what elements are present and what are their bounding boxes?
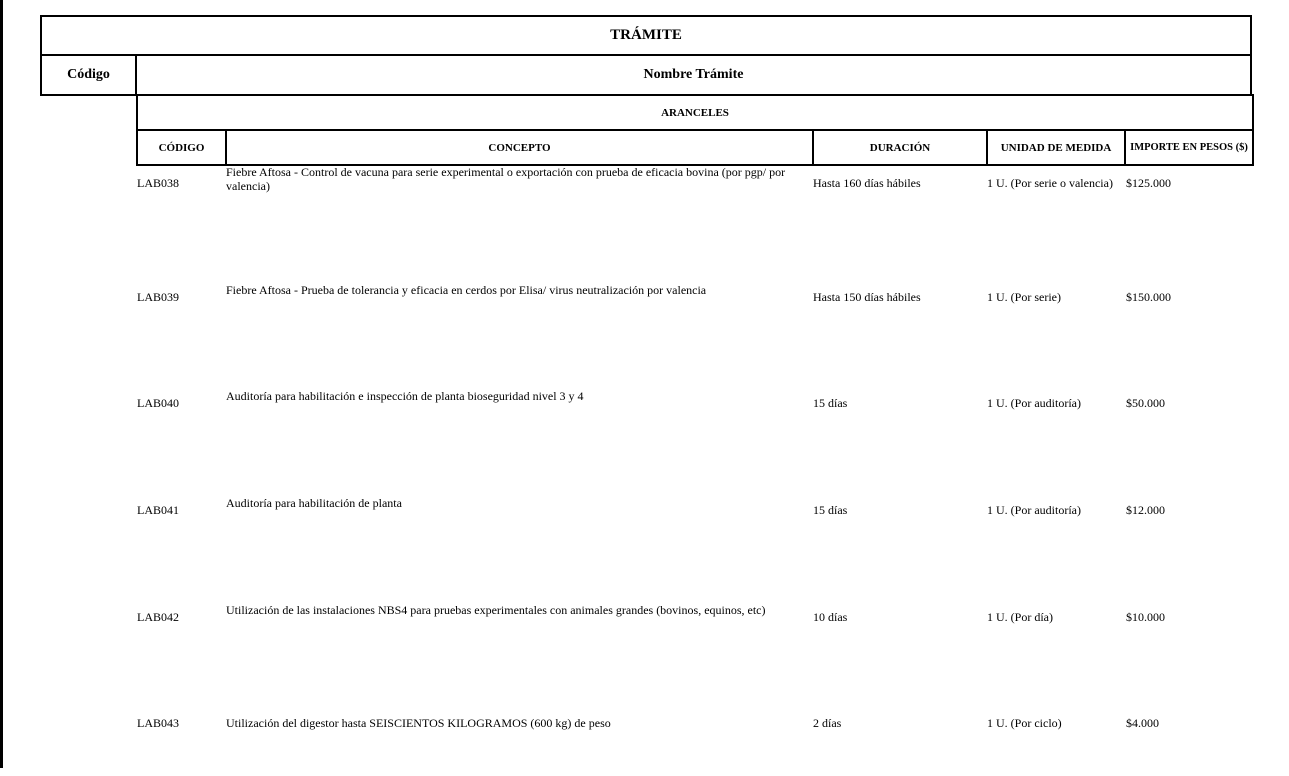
- row-importe: $4.000: [1126, 716, 1159, 730]
- table-row: [0, 165, 1289, 225]
- row-duracion: Hasta 150 días hábiles: [813, 290, 921, 304]
- row-concepto: Auditoría para habilitación de planta: [226, 496, 402, 510]
- row-concepto: Auditoría para habilitación e inspección de planta bioseguridad nivel 3 y 4: [226, 389, 584, 403]
- row-unidad: 1 U. (Por auditoría): [987, 396, 1081, 410]
- table-row: [0, 603, 1289, 663]
- row-duracion: Hasta 160 días hábiles: [813, 176, 921, 190]
- nombre-tramite-header: Nombre Trámite: [135, 54, 1252, 96]
- row-unidad: 1 U. (Por día): [987, 610, 1053, 624]
- codigo-header: Código: [40, 54, 137, 96]
- table-row: [0, 283, 1289, 343]
- column-header-concepto: CONCEPTO: [225, 129, 814, 166]
- row-unidad: 1 U. (Por serie): [987, 290, 1061, 304]
- column-header-duracion: DURACIÓN: [812, 129, 988, 166]
- row-duracion: 2 días: [813, 716, 842, 730]
- table-row: [0, 389, 1289, 449]
- row-concepto: Fiebre Aftosa - Control de vacuna para serie experimental o exportación con prueba de eficacia bovina (por pgp/ por valencia): [226, 165, 786, 193]
- row-duracion: 15 días: [813, 396, 848, 410]
- row-importe: $12.000: [1126, 503, 1165, 517]
- column-header-unidad: UNIDAD DE MEDIDA: [986, 129, 1126, 166]
- row-duracion: 10 días: [813, 610, 848, 624]
- row-codigo: LAB043: [137, 716, 179, 730]
- row-concepto: Fiebre Aftosa - Prueba de tolerancia y eficacia en cerdos por Elisa/ virus neutralización por valencia: [226, 283, 707, 297]
- row-codigo: LAB041: [137, 503, 179, 517]
- row-unidad: 1 U. (Por serie o valencia): [987, 176, 1113, 190]
- row-concepto: Utilización del digestor hasta SEISCIENTOS KILOGRAMOS (600 kg) de peso: [226, 716, 611, 730]
- row-concepto: Utilización de las instalaciones NBS4 para pruebas experimentales con animales grandes (bovinos, equinos, etc): [226, 603, 766, 617]
- table-row: [0, 716, 1289, 776]
- row-duracion: 15 días: [813, 503, 848, 517]
- column-header-codigo: CÓDIGO: [136, 129, 227, 166]
- tramite-title: TRÁMITE: [40, 15, 1252, 56]
- row-codigo: LAB042: [137, 610, 179, 624]
- table-row: [0, 496, 1289, 556]
- row-codigo: LAB040: [137, 396, 179, 410]
- row-importe: $125.000: [1126, 176, 1171, 190]
- row-codigo: LAB038: [137, 176, 179, 190]
- row-unidad: 1 U. (Por auditoría): [987, 503, 1081, 517]
- row-importe: $10.000: [1126, 610, 1165, 624]
- row-unidad: 1 U. (Por ciclo): [987, 716, 1062, 730]
- column-header-importe: IMPORTE EN PESOS ($): [1124, 129, 1254, 166]
- row-codigo: LAB039: [137, 290, 179, 304]
- row-importe: $150.000: [1126, 290, 1171, 304]
- row-importe: $50.000: [1126, 396, 1165, 410]
- aranceles-title: ARANCELES: [136, 94, 1254, 131]
